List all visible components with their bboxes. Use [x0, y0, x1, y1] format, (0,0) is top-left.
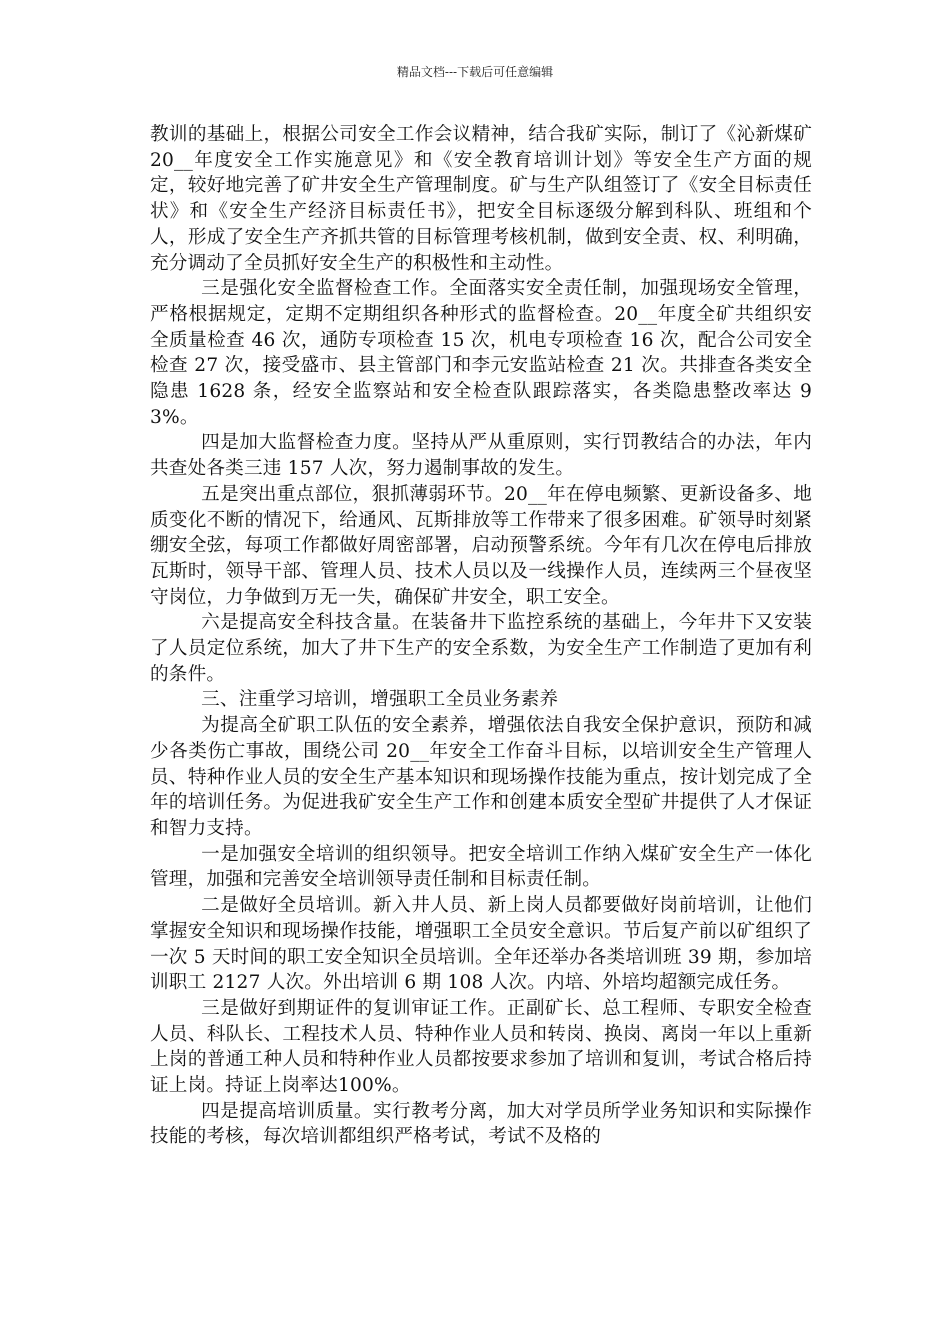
paragraph-4: 五是突出重点部位，狠抓薄弱环节。20__年在停电频繁、更新设备多、地质变化不断的情况下，给通风、瓦斯排放等工作带来了很多困难。矿领导时刻紧绷安全弦，每项工作都做好周密部署，启动预警系统。今年有几次在停电后排放瓦斯时，领导干部、管理人员、技术人员以及一线操作人员，连续两三个昼夜坚守岗位，力争做到万无一失，确保矿井安全，职工安全。 [150, 483, 812, 608]
paragraph-2: 三是强化安全监督检查工作。全面落实安全责任制，加强现场安全管理，严格根据规定，定期不定期组织各种形式的监督检查。20__年度全矿共组织安全质量检查 46 次，通防专项检查 15 次，机电专项检查 16 次，配合公司安全检查 27 次，接受盛市、县主管部门和李元安监站检查 21 次。共排查各类安全隐患 1628 条，经安全监察站和安全检查队跟踪落实，各类隐患整改率达 93%。 [150, 278, 812, 428]
paragraph-1: 教训的基础上，根据公司安全工作会议精神，结合我矿实际，制订了《沁新煤矿 20__年度安全工作实施意见》和《安全教育培训计划》等安全生产方面的规定，较好地完善了矿井安全生产管理制度。矿与生产队组签订了《安全目标责任状》和《安全生产经济目标责任书》，把安全目标逐级分解到科队、班组和个人，形成了安全生产齐抓共管的目标管理考核机制，做到安全责、权、利明确，充分调动了全员抓好安全生产的积极性和主动性。 [150, 124, 812, 274]
section-heading: 三、注重学习培训，增强职工全员业务素养 [201, 689, 559, 711]
document-body [150, 122, 812, 1150]
paragraph-7: 一是加强安全培训的组织领导。把安全培训工作纳入煤矿安全生产一体化管理，加强和完善安全培训领导责任制和目标责任制。 [150, 843, 812, 891]
paragraph-8: 二是做好全员培训。新入井人员、新上岗人员都要做好岗前培训，让他们掌握安全知识和现场操作技能，增强职工全员安全意识。节后复产前以矿组织了一次 5 天时间的职工安全知识全员培训。全年还举办各类培训班 39 期，参加培训职工 2127 人次。外出培训 6 期 108 人次。内培、外培均超额完成任务。 [150, 895, 812, 994]
paragraph-6: 为提高全矿职工队伍的安全素养，增强依法自我安全保护意识，预防和减少各类伤亡事故，围绕公司 20__年安全工作奋斗目标，以培训安全生产管理人员、特种作业人员的安全生产基本知识和现场操作技能为重点，按计划完成了全年的培训任务。为促进我矿安全生产工作和创建本质安全型矿井提供了人才保证和智力支持。 [150, 715, 812, 839]
page-header: 精品文档---下载后可任意编辑 [396, 65, 554, 79]
paragraph-3: 四是加大监督检查力度。坚持从严从重原则，实行罚教结合的办法，年内共查处各类三违 157 人次，努力遏制事故的发生。 [150, 432, 812, 480]
paragraph-9: 三是做好到期证件的复训审证工作。正副矿长、总工程师、专职安全检查人员、科队长、工程技术人员、特种作业人员和转岗、换岗、离岗一年以上重新上岗的普通工种人员和特种作业人员都按要求参加了培训和复训，考试合格后持证上岗。持证上岗率达100%。 [150, 997, 812, 1097]
paragraph-5: 六是提高安全科技含量。在装备井下监控系统的基础上，今年井下又安装了人员定位系统，加大了井下生产的安全系数，为安全生产工作制造了更加有利的条件。 [150, 612, 812, 685]
paragraph-10: 四是提高培训质量。实行教考分离，加大对学员所学业务知识和实际操作技能的考核，每次培训都组织严格考试，考试不及格的 [150, 1100, 812, 1148]
